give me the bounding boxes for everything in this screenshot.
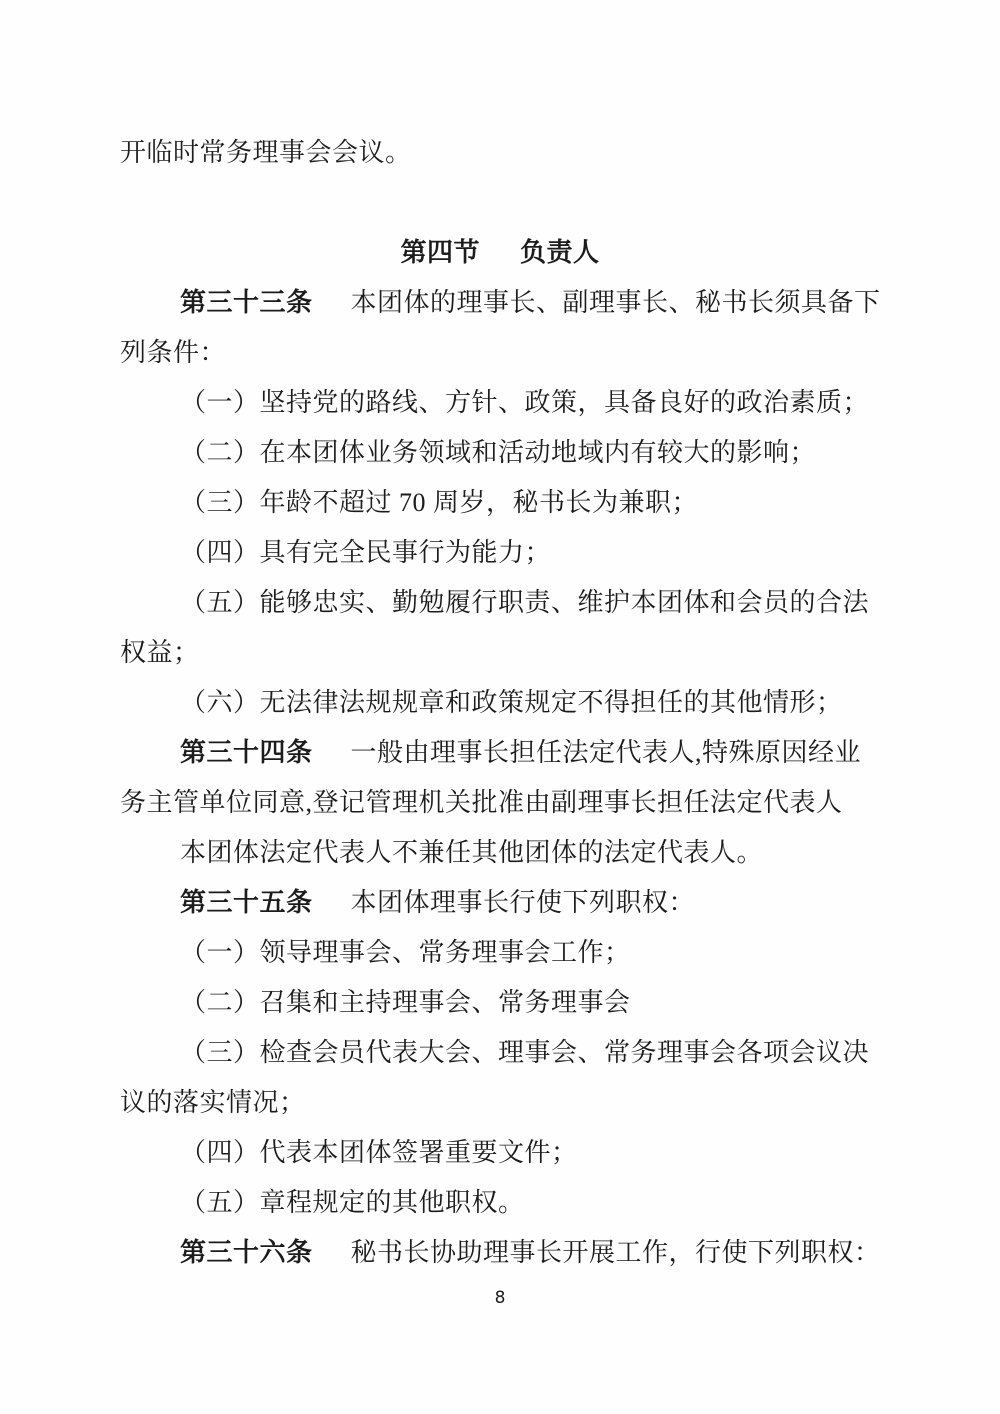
line-text: （五）章程规定的其他职权。 bbox=[180, 1188, 525, 1217]
article-36-number: 第三十六条 bbox=[180, 1238, 313, 1267]
line-text: （一）领导理事会、常务理事会工作； bbox=[180, 938, 631, 967]
line-item-35-5 bbox=[120, 1178, 880, 1228]
line-text: 列条件： bbox=[120, 338, 227, 367]
line-text: （一）坚持党的路线、方针、政策，具备良好的政治素质； bbox=[180, 388, 870, 417]
section-heading-title: 负责人 bbox=[520, 238, 600, 267]
line-article-34-para2 bbox=[120, 828, 880, 878]
line-text: （二）在本团体业务领域和活动地域内有较大的影响； bbox=[180, 438, 817, 467]
line-text: （五）能够忠实、勤勉履行职责、维护本团体和会员的合法 bbox=[180, 588, 870, 617]
line-item-35-3-cont bbox=[120, 1078, 880, 1128]
line-item-33-6 bbox=[120, 678, 880, 728]
line-text: 本团体理事长行使下列职权： bbox=[350, 888, 696, 917]
line-item-33-1 bbox=[120, 378, 880, 428]
article-33-number: 第三十三条 bbox=[180, 288, 313, 317]
article-35-number: 第三十五条 bbox=[180, 888, 313, 917]
line-item-33-5-cont bbox=[120, 628, 880, 678]
blank-line bbox=[120, 178, 880, 228]
line-item-33-3 bbox=[120, 478, 880, 528]
line-article-33 bbox=[120, 278, 880, 328]
section-heading bbox=[120, 228, 880, 278]
line-text: （四）代表本团体签署重要文件； bbox=[180, 1138, 578, 1167]
line-text: 开临时常务理事会会议。 bbox=[120, 138, 412, 167]
line-text: 秘书长协助理事长开展工作，行使下列职权： bbox=[350, 1238, 881, 1267]
line-text: 权益； bbox=[120, 638, 200, 667]
line-item-35-3 bbox=[120, 1028, 880, 1078]
document-body bbox=[120, 128, 880, 1278]
line-item-33-5 bbox=[120, 578, 880, 628]
line-text: 一般由理事长担任法定代表人,特殊原因经业 bbox=[350, 738, 862, 767]
line-article-36 bbox=[120, 1228, 880, 1278]
line-text: （三）检查会员代表大会、理事会、常务理事会各项会议决 bbox=[180, 1038, 870, 1067]
line-article-34-cont bbox=[120, 778, 880, 828]
page-number: 8 bbox=[494, 1288, 506, 1308]
line-text: 本团体法定代表人不兼任其他团体的法定代表人。 bbox=[180, 838, 764, 867]
line-text: 本团体的理事长、副理事长、秘书长须具备下 bbox=[350, 288, 881, 317]
line-item-35-4 bbox=[120, 1128, 880, 1178]
line-text: （三）年龄不超过 70 周岁，秘书长为兼职； bbox=[180, 488, 699, 517]
line-text: 议的落实情况； bbox=[120, 1088, 306, 1117]
line-text: 务主管单位同意,登记管理机关批准由副理事长担任法定代表人 bbox=[120, 788, 843, 817]
line-article-35 bbox=[120, 878, 880, 928]
line-text: （二）召集和主持理事会、常务理事会 bbox=[180, 988, 631, 1017]
line-item-33-2 bbox=[120, 428, 880, 478]
line-item-35-1 bbox=[120, 928, 880, 978]
line-text: （六）无法律法规规章和政策规定不得担任的其他情形； bbox=[180, 688, 843, 717]
section-heading-number: 第四节 bbox=[400, 238, 480, 267]
line-text: （四）具有完全民事行为能力； bbox=[180, 538, 552, 567]
line-article-33-cont bbox=[120, 328, 880, 378]
line-item-33-4 bbox=[120, 528, 880, 578]
line-article-34 bbox=[120, 728, 880, 778]
article-34-number: 第三十四条 bbox=[180, 738, 313, 767]
line-item-35-2 bbox=[120, 978, 880, 1028]
line-opening bbox=[120, 128, 880, 178]
